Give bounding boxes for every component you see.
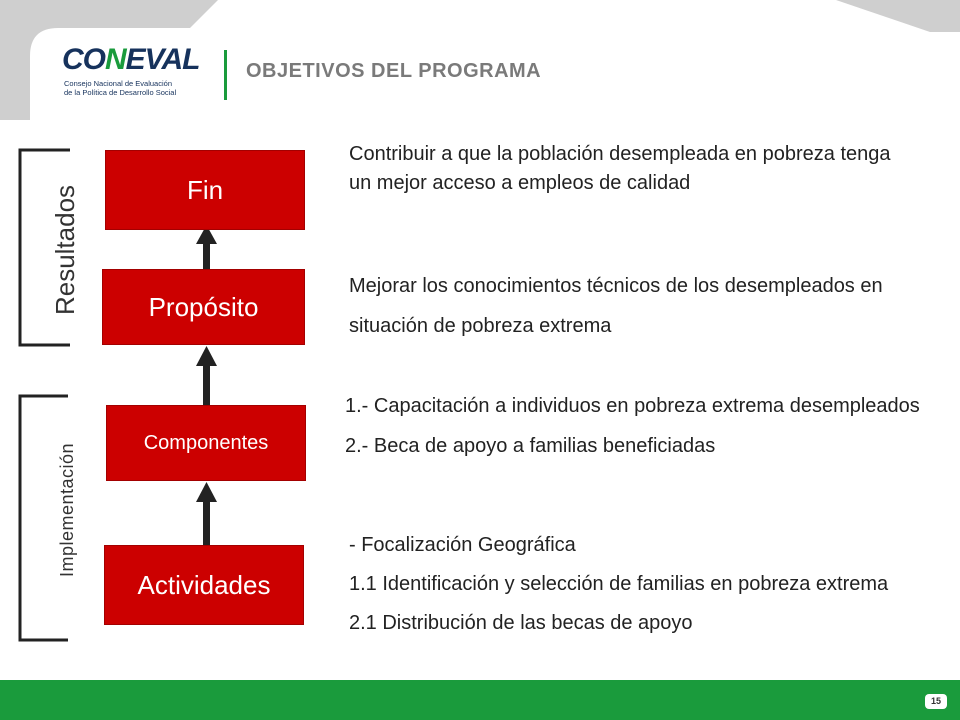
resultados-label: Resultados: [50, 184, 80, 316]
proposito-description: Mejorar los conocimientos técnicos de los desempleados en situación de pobreza extrema: [349, 275, 883, 337]
proposito-box: Propósito: [102, 269, 305, 345]
componente-1: 1.- Capacitación a individuos en pobreza extrema desempleados: [345, 395, 920, 417]
header-divider: [224, 50, 227, 100]
fin-box: Fin: [105, 150, 305, 230]
page-number: 15: [925, 694, 947, 709]
arrow-act-to-comp: [196, 482, 217, 545]
footer-bar: [0, 680, 960, 720]
coneval-logo: [58, 44, 208, 104]
actividades-box: Actividades: [104, 545, 304, 625]
logo-wordmark: CONEVAL: [62, 43, 200, 76]
arrow-comp-to-prop: [196, 346, 217, 405]
fin-description: Contribuir a que la población desempleada en pobreza tenga un mejor acceso a empleos de calidad: [349, 143, 891, 194]
implementacion-label: Implementación: [57, 442, 77, 578]
componente-2: 2.- Beca de apoyo a familias beneficiadas: [345, 435, 716, 457]
componentes-description: [345, 386, 945, 466]
arrow-prop-to-fin: [196, 225, 217, 270]
logo-subtitle: Consejo Nacional de Evaluación de la Política de Desarrollo Social: [64, 79, 177, 97]
actividad-2-1: 2.1 Distribución de las becas de apoyo: [349, 612, 693, 634]
actividades-description: [349, 526, 929, 643]
actividad-1-1: 1.1 Identificación y selección de familias en pobreza extrema: [349, 573, 889, 595]
page-title: OBJETIVOS DEL PROGRAMA: [246, 60, 542, 82]
componentes-box: Componentes: [106, 405, 306, 481]
actividad-focalizacion: - Focalización Geográfica: [349, 534, 576, 556]
